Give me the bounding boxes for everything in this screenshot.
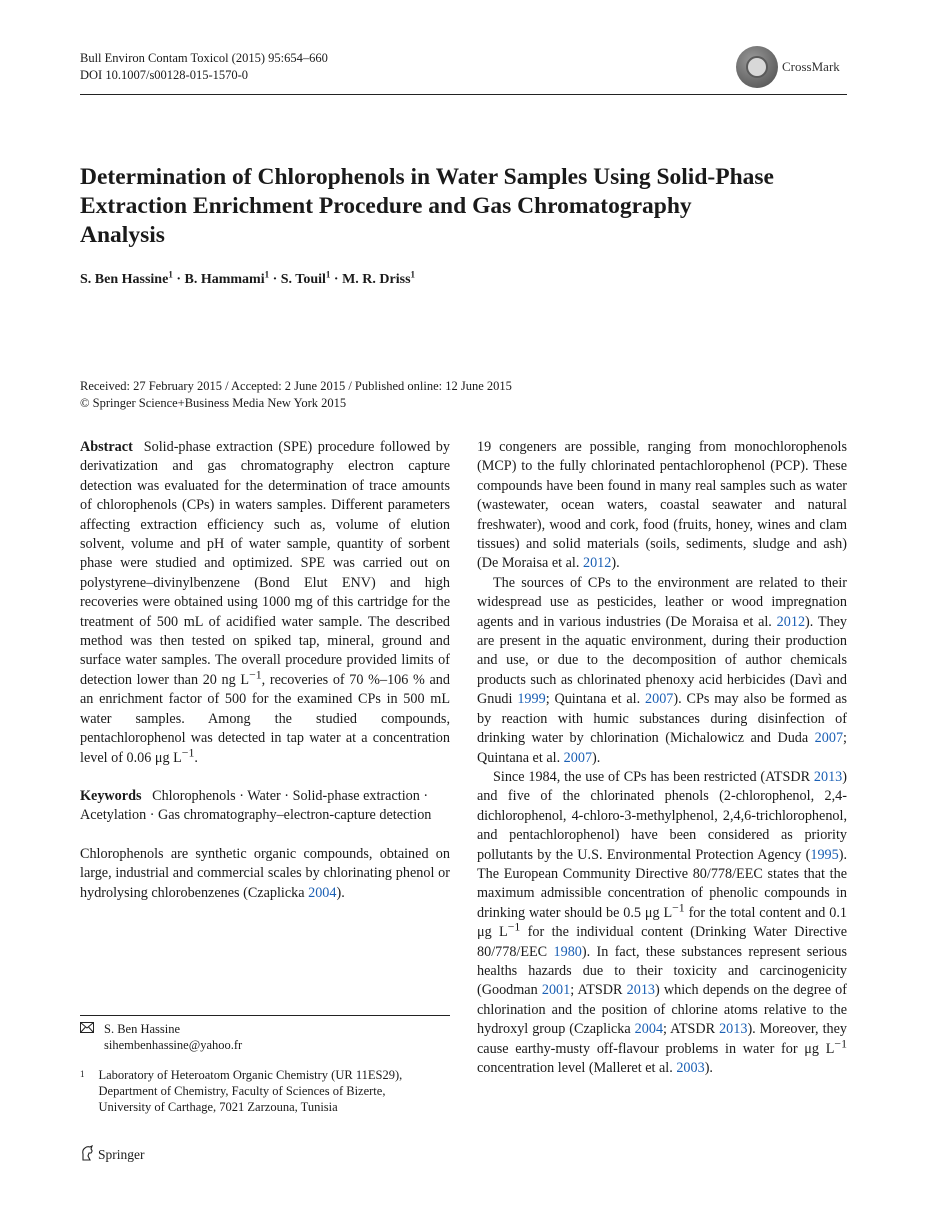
affiliation [80, 1067, 450, 1115]
abstract [80, 438, 450, 768]
citation-link[interactable]: 2004 [308, 884, 337, 901]
intro-paragraph [80, 845, 450, 903]
paragraph-text: ). [592, 749, 601, 766]
paragraph [477, 768, 847, 1079]
abstract-text: , recoveries of 70 %–106 % and an enrichment factor of 500 for the examined CPs in 500 mL water samples. Among the studied compounds, pentachlorophenol was detected in tap water at a concentration level of 0.06 μg L [80, 671, 450, 766]
keywords-text: Chlorophenols · Water · Solid-phase extraction · Acetylation · Gas chromatography–electron-capture detection [80, 787, 432, 824]
paragraph-text: for the individual content (Drinking Water Directive 80/778/EEC [477, 924, 847, 960]
paragraph-text: Chlorophenols are synthetic organic compounds, obtained on large, industrial and commercial scales by chlorinating phenol or hydrolysing chlorobenzenes (Czaplicka [80, 845, 450, 901]
citation-link[interactable]: 2007 [814, 730, 844, 747]
citation-link[interactable]: 1995 [810, 846, 839, 863]
author-affiliation-mark: 1 [264, 269, 270, 280]
citation-link[interactable]: 2004 [634, 1021, 664, 1038]
citation-link[interactable]: 2012 [776, 613, 806, 630]
running-header [80, 50, 328, 84]
author[interactable]: S. Touil [280, 272, 326, 287]
corresponding-author [80, 1021, 450, 1053]
paragraph-text: for the total content and 0.1 μg L [477, 904, 847, 941]
paragraph-text: ). [611, 555, 620, 572]
abstract-text: Solid-phase extraction (SPE) procedure followed by derivatization and gas chromatography electron capture detection was evaluated for the determination of trace amounts of chlorophenols (CPs) in waters samples. Different parameters affecting extraction efficiency such as, volume of elution solvent, volume and pH of water sample, quantity of sorbent phase were studied and optimized. SPE was carried out on polystyrene–divinylbenzene (Bond Elut ENV) and high recoveries were obtained using 1000 mg of this cartridge for the treatment of 500 mL of acidified water sample. The described method was then tested on spiked tap, mineral, ground and surface water samples. The overall procedure provided limits of detection lower than 20 ng L [80, 439, 450, 688]
keywords-label: Keywords [80, 787, 142, 804]
affiliation-number: 1 [80, 1069, 85, 1079]
author-affiliation-mark: 1 [168, 269, 173, 280]
superscript: −1 [507, 919, 521, 934]
paragraph-text: The sources of CPs to the environment are related to their widespread use as pesticides, leather or wood impregnation agents and in various industries (De Moraisa et al. [477, 574, 847, 630]
citation-link[interactable]: 2007 [645, 691, 674, 708]
publication-history [80, 378, 512, 412]
publisher-name: Springer [98, 1147, 145, 1162]
article-title: Determination of Chlorophenols in Water Samples Using Solid-Phase Extraction Enrichment Procedure and Gas Chromatography Analysis [80, 164, 774, 248]
paragraph-text: ) and five of the chlorinated phenols (2-chlorophenol, 2,4-dichlorophenol, 4-chloro-3-methylphenol, 2,4,6-trichlorophenol, and pentachlorophenol) have been considered as priority pollutants by the U.S. Environmental Protection Agency ( [477, 768, 847, 863]
abstract-text: . [194, 749, 198, 766]
paragraph-text: ). In fact, these substances represent serious healths hazards due to their toxicity and carcinogenicity (Goodman [477, 943, 847, 999]
footnote-rule [80, 1015, 450, 1016]
paragraph-text: ). They are present in the aquatic environment, during their production and use, or due to the decomposition of author chemicals products such as chlorinated phenoxy acid herbicides (Davì and Gnudi [477, 613, 847, 708]
right-column [477, 438, 847, 1078]
paragraph-text: ). Moreover, they cause earthy-musty off-flavour problems in water for μg L [477, 1021, 847, 1057]
superscript: −1 [834, 1035, 847, 1050]
paragraph-text: Since 1984, the use of CPs has been restricted (ATSDR [493, 768, 814, 785]
paragraph-text: ). [336, 884, 345, 901]
keywords [80, 787, 450, 826]
paragraph-text: ; ATSDR [570, 982, 627, 999]
left-column [80, 438, 450, 903]
affiliation-line: Laboratory of Heteroatom Organic Chemistry (UR 11ES29), [98, 1068, 403, 1082]
paragraph [477, 574, 847, 768]
citation-link[interactable]: 1999 [517, 691, 546, 708]
affiliation-line: University of Carthage, 7021 Zarzouna, Tunisia [98, 1100, 338, 1114]
copyright: © Springer Science+Business Media New York 2015 [80, 396, 347, 410]
superscript: −1 [181, 744, 195, 759]
paragraph-text: concentration level (Malleret et al. [477, 1060, 677, 1076]
author-list: S. Ben Hassine$^1$ · B. Hammami$^1$ · S. Touil$^1$ · M. R. Driss$^1$ [80, 269, 416, 287]
paragraph-text: ). The European Community Directive 80/778/EEC states that the maximum admissible concentration of phenolic compounds in drinking water should be 0.5 μg L [477, 846, 847, 921]
contact-email[interactable]: sihembenhassine@yahoo.fr [104, 1038, 243, 1052]
abstract-label: Abstract [80, 439, 133, 455]
paragraph-text: ; Quintana et al. [545, 691, 645, 708]
citation-link[interactable]: 2007 [563, 749, 593, 766]
author-affiliation-mark: 1 [410, 269, 416, 280]
paragraph-text: ). CPs may also be formed as by reaction with humic substances during disinfection of drinking water by chlorination (Michalowicz and Duda [477, 691, 847, 747]
paragraph-text: 19 congeners are possible, ranging from monochlorophenols (MCP) to the fully chlorinated pentachlorophenol (PCP). These compounds have been found in many real samples such as water (wastewater, ocean waters, coastal seawater and natural freshwater), wood and cork, food (fruits, honey, wines and clam tissues) and solid materials (soils, sediments, sludge and ash) (De Moraisa et al. [477, 439, 847, 572]
citation-link[interactable]: 2012 [582, 555, 612, 572]
citation-link[interactable]: 2001 [541, 982, 571, 999]
journal-citation: Bull Environ Contam Toxicol (2015) 95:654–660 [80, 51, 328, 65]
envelope-icon [80, 1021, 94, 1053]
paragraph-text: ). [704, 1060, 713, 1076]
paragraph [477, 438, 847, 574]
header-rule [80, 94, 847, 95]
doi[interactable]: DOI 10.1007/s00128-015-1570-0 [80, 68, 249, 82]
paragraph-text: ) which depends on the degree of chlorination and the position of chlorine atoms relative to the hydroxyl group (Czaplicka [477, 982, 847, 1038]
publisher-footer [80, 1145, 145, 1165]
paragraph-text: ; ATSDR [663, 1021, 720, 1038]
affiliation-line: Department of Chemistry, Faculty of Sciences of Bizerte, [98, 1084, 386, 1098]
paragraph-text: ; Quintana et al. [477, 730, 847, 766]
citation-link[interactable]: 2013 [813, 768, 843, 785]
crossmark-label: CrossMark [782, 59, 840, 74]
superscript: −1 [249, 667, 262, 682]
citation-link[interactable]: 2013 [719, 1021, 748, 1038]
author[interactable]: M. R. Driss [342, 272, 411, 287]
citation-link[interactable]: 2003 [676, 1060, 705, 1076]
author[interactable]: B. Hammami [184, 272, 265, 287]
springer-horse-icon [80, 1145, 94, 1165]
contact-name: S. Ben Hassine [104, 1022, 181, 1036]
author-affiliation-mark: 1 [325, 269, 331, 280]
superscript: −1 [672, 900, 685, 915]
citation-link[interactable]: 1980 [553, 943, 582, 960]
crossmark-badge[interactable] [736, 46, 846, 92]
citation-link[interactable]: 2013 [626, 982, 656, 999]
author[interactable]: S. Ben Hassine [80, 272, 169, 287]
crossmark-icon [736, 46, 778, 88]
history-dates: Received: 27 February 2015 / Accepted: 2 June 2015 / Published online: 12 June 2015 [80, 379, 512, 393]
